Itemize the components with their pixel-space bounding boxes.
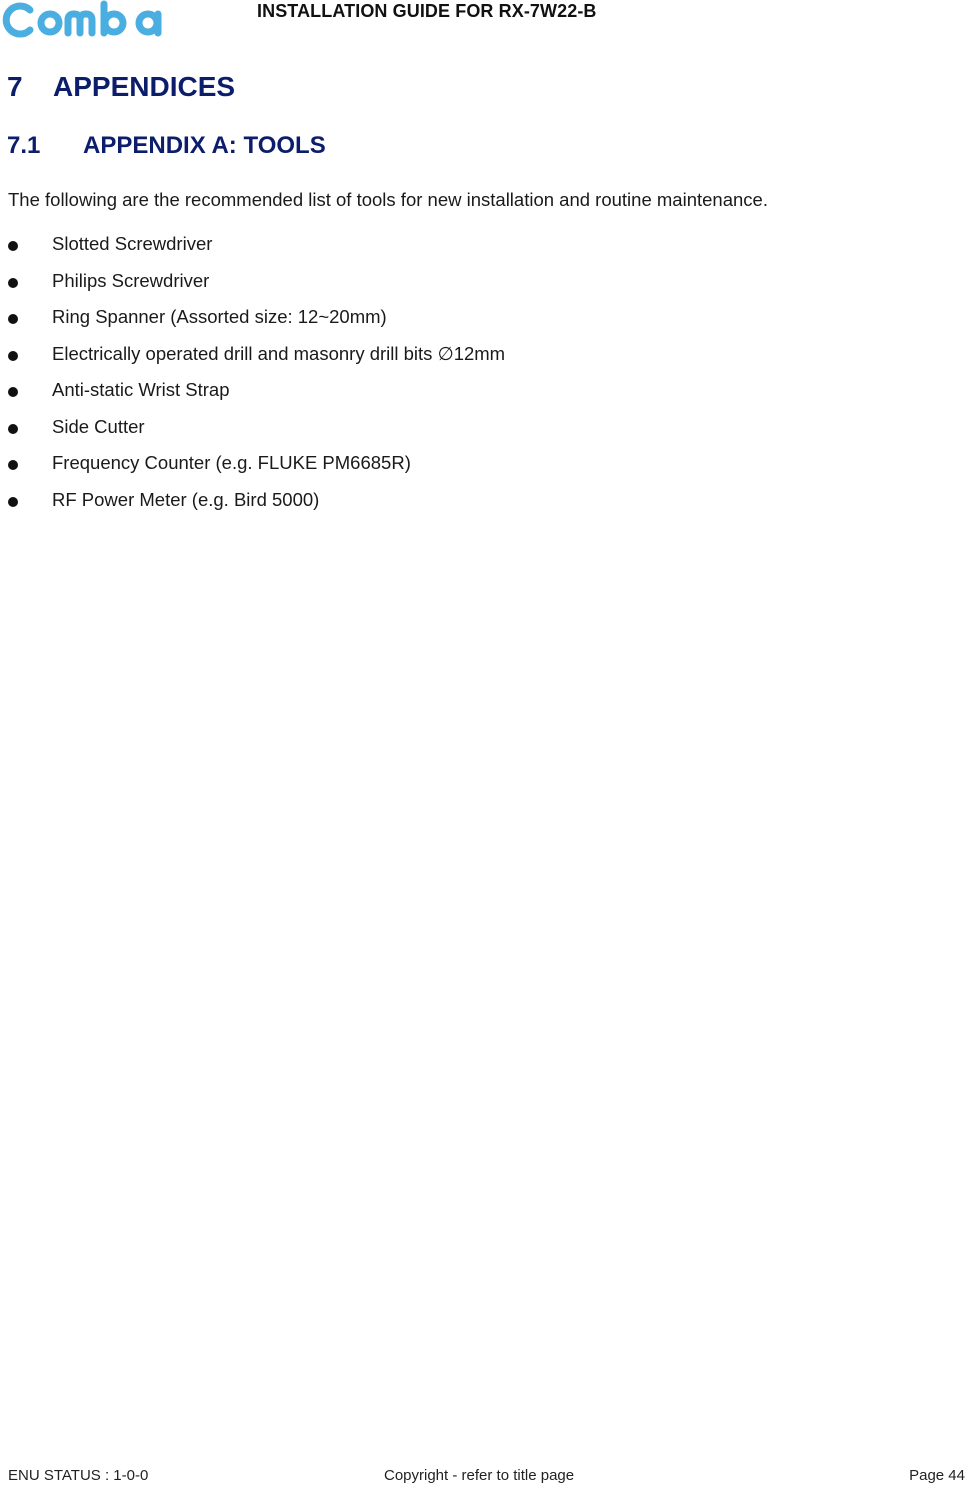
section-heading [7,71,235,103]
bullet-icon [8,387,18,397]
subsection-heading [7,132,326,160]
footer-page-number: Page 44 [909,1467,965,1484]
tool-label: RF Power Meter (e.g. Bird 5000) [52,488,320,510]
section-title: APPENDICES [53,71,236,102]
tool-label: Ring Spanner (Assorted size: 12~20mm) [52,306,387,327]
tool-label: Side Cutter [52,415,145,437]
tool-label: Slotted Screwdriver [52,233,213,254]
tool-label: Electrically operated drill and masonry drill bits ∅12mm [52,342,506,364]
document-header-title: INSTALLATION GUIDE FOR RX-7W22-B [257,1,597,21]
tool-label: Anti-static Wrist Strap [52,379,230,400]
bullet-icon [8,351,18,361]
footer-status: ENU STATUS : 1-0-0 [8,1467,149,1484]
subsection-title: APPENDIX A: TOOLS [83,132,326,159]
bullet-icon [8,241,18,251]
tool-label: Philips Screwdriver [52,269,210,291]
tool-label: Frequency Counter (e.g. FLUKE PM6685R) [52,452,411,473]
comba-logo [0,0,182,40]
intro-paragraph: The following are the recommended list of tools for new installation and routine maintenance. [8,189,768,210]
bullet-icon [8,497,18,507]
bullet-icon [8,424,18,434]
bullet-icon [8,314,18,324]
bullet-icon [8,460,18,470]
footer-copyright: Copyright - refer to title page [384,1467,575,1484]
subsection-number: 7.1 [7,132,41,159]
section-number: 7 [7,71,23,102]
bullet-icon [8,278,18,288]
